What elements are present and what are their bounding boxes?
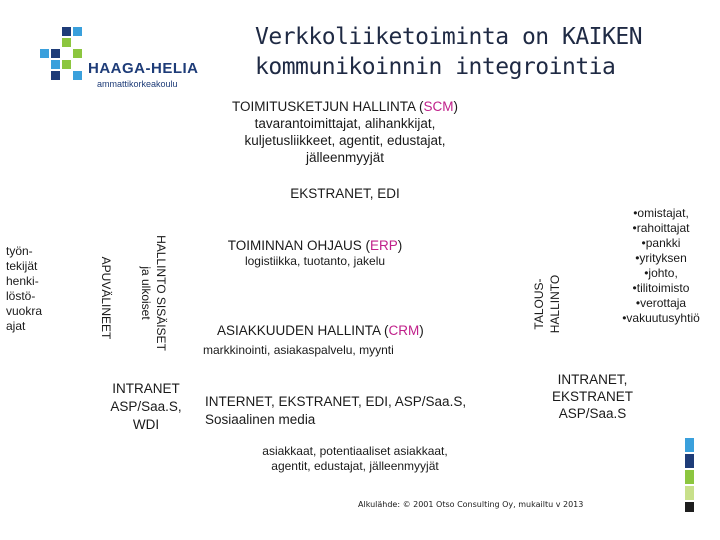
crm-block [203,322,503,358]
intranet-right-block [535,371,650,422]
right-list-item: •johto, [644,266,678,280]
logo-name: HAAGA-HELIA [88,60,199,77]
logo-square [73,49,82,58]
logo-subtitle: ammattikorkeakoulu [97,79,178,89]
right-list-item: •yrityksen [635,251,687,265]
intranet-left-line: WDI [132,417,160,432]
right-list-item: •omistajat, [633,206,689,220]
color-strip-block [685,470,694,484]
left-list-item: löstö- [6,289,36,303]
extranet-label: EKSTRANET, EDI [290,186,400,201]
internet-block [205,393,525,429]
right-list-item: •tilitoimisto [632,281,690,295]
title-line-1: Verkkoliiketoiminta on KAIKEN [255,24,643,50]
left-list-item: ajat [6,319,26,333]
logo-square [51,60,60,69]
scm-line-2: tavarantoimittajat, alihankkijat, [254,116,436,131]
erp-block [200,237,430,269]
internet-line: INTERNET, EKSTRANET, EDI, ASP/Saa.S, [205,394,467,409]
scm-block [190,98,500,166]
scm-line-3: kuljetusliikkeet, agentit, edustajat, [244,133,446,148]
scm-acronym: SCM [423,99,454,114]
vertical-hallinto-label: HALLINTO SISÄISET [154,235,168,351]
left-list-item: vuokra [6,304,43,318]
intranet-right-line: EKSTRANET [551,389,633,404]
title-line-2: kommunikoinnin integrointia [255,54,616,80]
slide-title [255,22,715,82]
color-strip-block [685,502,694,512]
logo-square [62,27,71,36]
scm-line-4: jälleenmyyjät [305,150,385,165]
erp-heading: TOIMINNAN OHJAUS (ERP) [227,238,403,253]
right-list-item: •rahoittajat [632,221,690,235]
right-list-item: •vakuutusyhtiö [622,311,700,325]
intranet-left-line: INTRANET [112,381,180,396]
vertical-hallinto2-label: HALLINTO [548,274,562,334]
color-strip-block [685,486,694,500]
intranet-right-line: INTRANET, [557,372,628,387]
erp-line-2: logistiikka, tuotanto, jakelu [244,254,386,268]
logo-square [73,71,82,80]
left-list-item: työn- [6,244,33,258]
intranet-right-line: ASP/Saa.S [558,406,627,421]
logo-square [62,38,71,47]
left-stakeholder-list [6,244,66,334]
source-note: Alkulähde: © 2001 Otso Consulting Oy, mukailtu v 2013 [358,500,584,509]
color-strip-block [685,454,694,468]
customers-line: asiakkaat, potentiaaliset asiakkaat, [262,444,448,458]
color-strip-block [685,438,694,452]
customers-line: agentit, edustajat, jälleenmyyjät [271,459,439,473]
logo-square [51,49,60,58]
logo-square [51,71,60,80]
intranet-left-block [96,380,196,434]
right-list-item: •pankki [641,236,681,250]
crm-heading: ASIAKKUUDEN HALLINTA (CRM) [217,323,424,338]
vertical-apuvalineet-label: APUVÄLINEET [99,256,113,340]
crm-acronym: CRM [388,323,420,338]
logo-square [62,60,71,69]
crm-line-2: markkinointi, asiakaspalvelu, myynti [203,343,394,357]
left-list-item: tekijät [6,259,38,273]
left-list-item: henki- [6,274,39,288]
intranet-left-line: ASP/Saa.S, [110,399,182,414]
customers-block [210,444,500,474]
scm-heading: TOIMITUSKETJUN HALLINTA (SCM) [231,99,459,114]
right-list-item: •verottaja [635,296,687,310]
vertical-ulkoiset-label: ja ulkoiset [139,266,153,320]
right-stakeholder-list [610,206,712,326]
logo-square [73,27,82,36]
logo-square [40,49,49,58]
erp-acronym: ERP [370,238,398,253]
vertical-talous-label: TALOUS- [532,278,546,330]
internet-line: Sosiaalinen media [205,412,316,427]
